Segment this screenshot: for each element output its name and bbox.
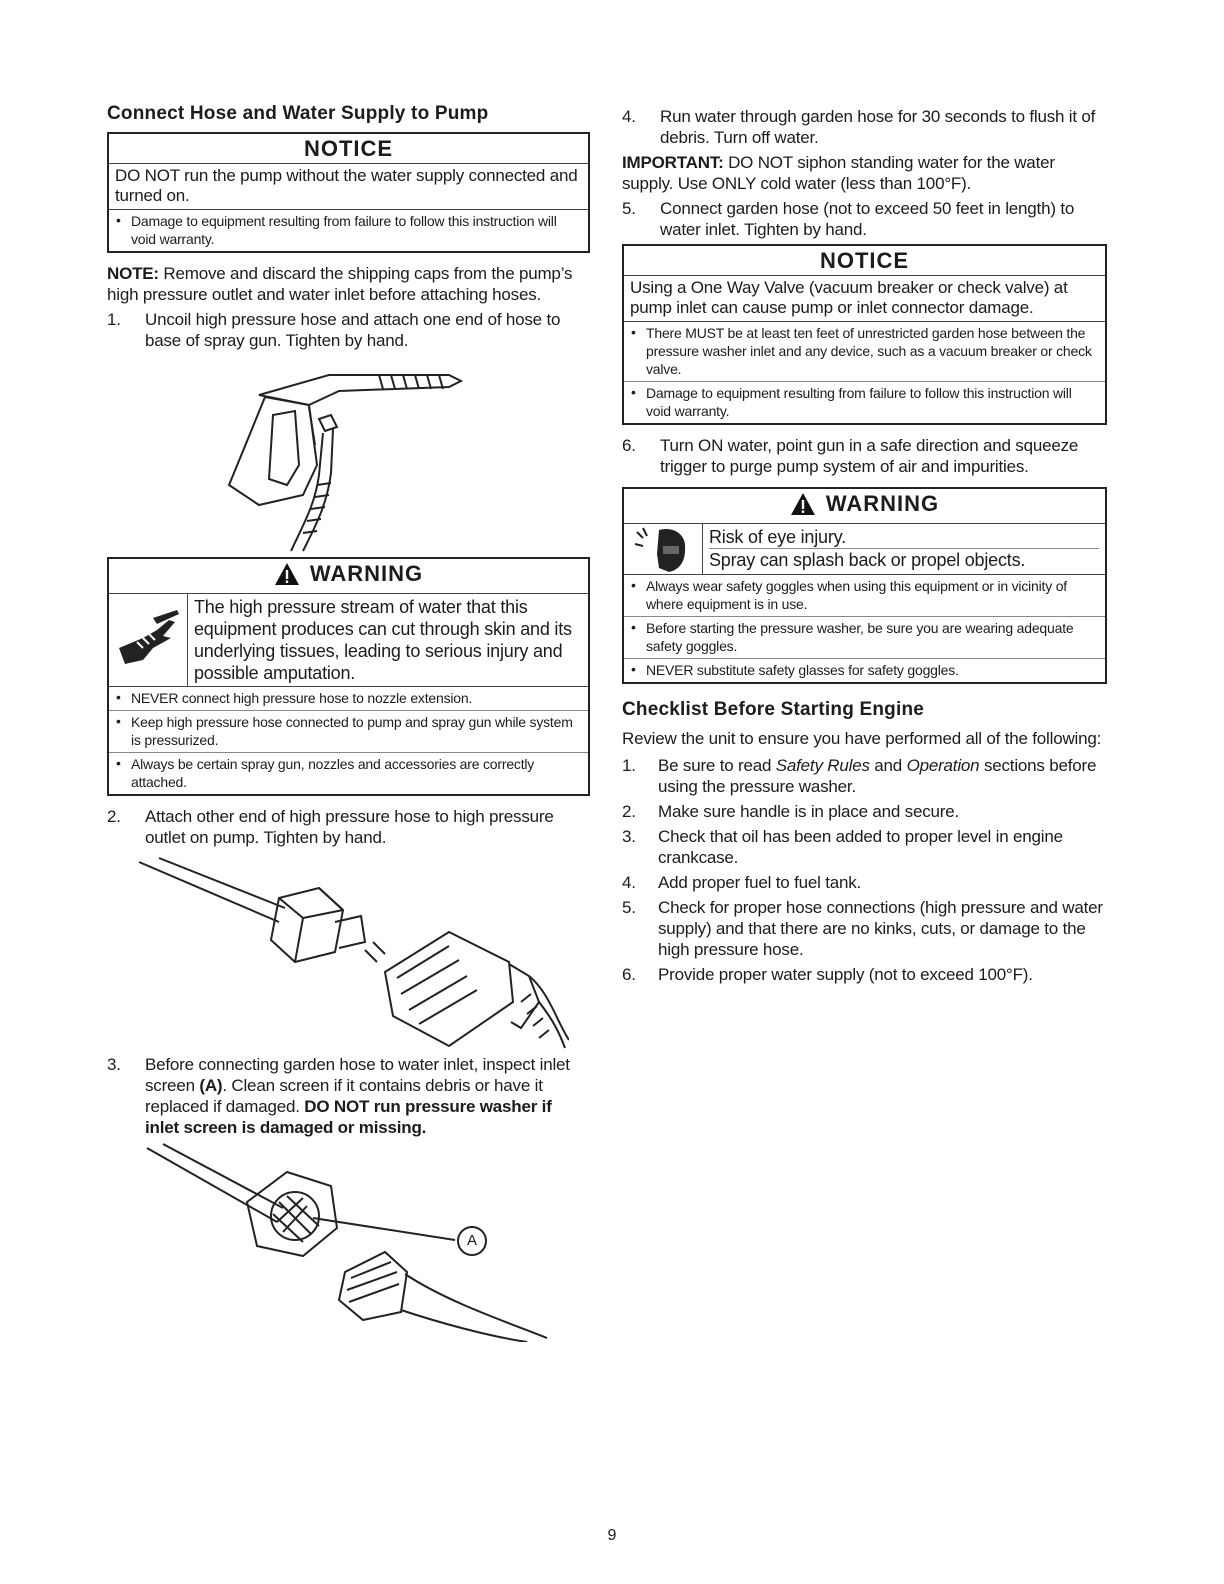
step-4: 4. Run water through garden hose for 30 seconds to flush it of debris. Turn off water. xyxy=(622,107,1096,147)
notice-bullets xyxy=(624,322,1105,423)
notice-bullet: • Damage to equipment resulting from failure to follow this instruction will void warranty. xyxy=(116,212,557,247)
notice-bullets xyxy=(109,210,588,251)
step-5: 5. Connect garden hose (not to exceed 50 feet in length) to water inlet. Tighten by hand. xyxy=(622,199,1075,239)
warning-main-text: The high pressure stream of water that this equipment produces can cut through skin and its underlying tissues, leading to serious injury and possible amputation. xyxy=(194,597,572,683)
step-3: 3. Before connecting garden hose to water inlet, inspect inlet screen (A). Clean screen if it contains debris or have it replaced if damaged. DO NOT run pressure washer if inlet screen is damaged or missing. xyxy=(107,1055,570,1137)
warning-bullet: • Before starting the pressure washer, be sure you are wearing adequate safety goggles. xyxy=(624,617,1105,659)
warning-box-eye-injury xyxy=(622,487,1107,684)
notice-box-water-supply xyxy=(107,132,590,253)
warning-header xyxy=(624,489,1105,524)
notice-box-one-way-valve xyxy=(622,244,1107,425)
step-2: 2. Attach other end of high pressure hose to high pressure outlet on pump. Tighten by hand. xyxy=(107,807,554,847)
callout-label-inline: (A) xyxy=(199,1076,223,1095)
spray-gun-illustration xyxy=(199,355,499,555)
inlet-screen-illustration xyxy=(107,1142,590,1342)
warning-triangle-icon xyxy=(790,492,816,516)
notice-bullet: • Damage to equipment resulting from failure to follow this instruction will void warranty. xyxy=(631,384,1072,419)
section-heading-checklist: Checklist Before Starting Engine xyxy=(622,699,925,720)
checklist-item: 1. Be sure to read Safety Rules and Operation sections before using the pressure washer. xyxy=(622,756,1097,796)
warning-title: WARNING xyxy=(825,491,940,516)
warning-header xyxy=(109,559,588,594)
step-1: 1. Uncoil high pressure hose and attach one end of hose to base of spray gun. Tighten by hand. xyxy=(107,310,561,350)
warning-line-splash: Spray can splash back or propel objects. xyxy=(709,550,1026,570)
note-label: NOTE: xyxy=(107,264,159,283)
warning-main-row xyxy=(109,594,588,687)
checklist-intro: Review the unit to ensure you have performed all of the following: xyxy=(622,729,1102,748)
warning-bullet: • Keep high pressure hose connected to pump and spray gun while system is pressurized. xyxy=(109,711,588,753)
right-column xyxy=(622,104,1107,989)
warning-triangle-icon xyxy=(274,562,300,586)
warning-bullets xyxy=(109,687,588,794)
hose-outlet-illustration xyxy=(129,852,569,1052)
warning-bullet: • Always wear safety goggles when using this equipment or in vicinity of where equipment is in use. xyxy=(624,575,1105,617)
checklist-item: 5. Check for proper hose connections (high pressure and water supply) and that there are no kinks, cuts, or damage to the high pressure hose. xyxy=(622,898,1103,959)
warning-bullet: • NEVER connect high pressure hose to nozzle extension. xyxy=(109,687,588,711)
notice-bullet: • There MUST be at least ten feet of unrestricted garden hose between the pressure washer inlet and any device, such as a vacuum breaker or check valve. xyxy=(624,322,1105,382)
notice-title: NOTICE xyxy=(109,134,588,164)
warning-bullets xyxy=(624,575,1105,682)
page-number: 9 xyxy=(607,1527,617,1544)
checklist-item: 3. Check that oil has been added to proper level in engine crankcase. xyxy=(622,827,1063,867)
warning-bullet: • Always be certain spray gun, nozzles and accessories are correctly attached. xyxy=(116,755,535,790)
notice-main-text: Using a One Way Valve (vacuum breaker or check valve) at pump inlet can cause pump or inlet connector damage. xyxy=(624,276,1105,322)
notice-title: NOTICE xyxy=(624,246,1105,276)
left-column xyxy=(107,96,590,1342)
note-paragraph: NOTE: Remove and discard the shipping caps from the pump’s high pressure outlet and water inlet before attaching hoses. xyxy=(107,264,573,304)
step-3-bold-warning: DO NOT run pressure washer if inlet screen is damaged or missing. xyxy=(145,1097,552,1137)
checklist-item: 4. Add proper fuel to fuel tank. xyxy=(622,873,862,892)
checklist-item: 2. Make sure handle is in place and secure. xyxy=(622,802,960,821)
step-6: 6. Turn ON water, point gun in a safe direction and squeeze trigger to purge pump system of air and impurities. xyxy=(622,436,1079,476)
checklist-item: 6. Provide proper water supply (not to exceed 100°F). xyxy=(622,965,1033,984)
warning-title: WARNING xyxy=(309,561,424,586)
callout-a: A xyxy=(457,1226,487,1256)
warning-box-high-pressure xyxy=(107,557,590,796)
notice-main-text: DO NOT run the pump without the water supply connected and turned on. xyxy=(109,164,588,210)
warning-bullet: • NEVER substitute safety glasses for safety goggles. xyxy=(631,661,959,678)
eye-splash-icon xyxy=(624,524,703,574)
section-heading-connect-hose: Connect Hose and Water Supply to Pump xyxy=(107,103,489,124)
important-label: IMPORTANT: xyxy=(622,153,724,172)
important-paragraph: IMPORTANT: DO NOT siphon standing water for the water supply. Use ONLY cold water (less than 100°F). xyxy=(622,153,1055,193)
warning-line-risk: Risk of eye injury. xyxy=(709,526,1099,549)
safety-rules-reference: Safety Rules xyxy=(775,756,870,775)
hand-injury-icon xyxy=(109,594,188,686)
checklist-list xyxy=(622,755,1107,985)
warning-main-row xyxy=(624,524,1105,575)
operation-reference: Operation xyxy=(906,756,980,775)
